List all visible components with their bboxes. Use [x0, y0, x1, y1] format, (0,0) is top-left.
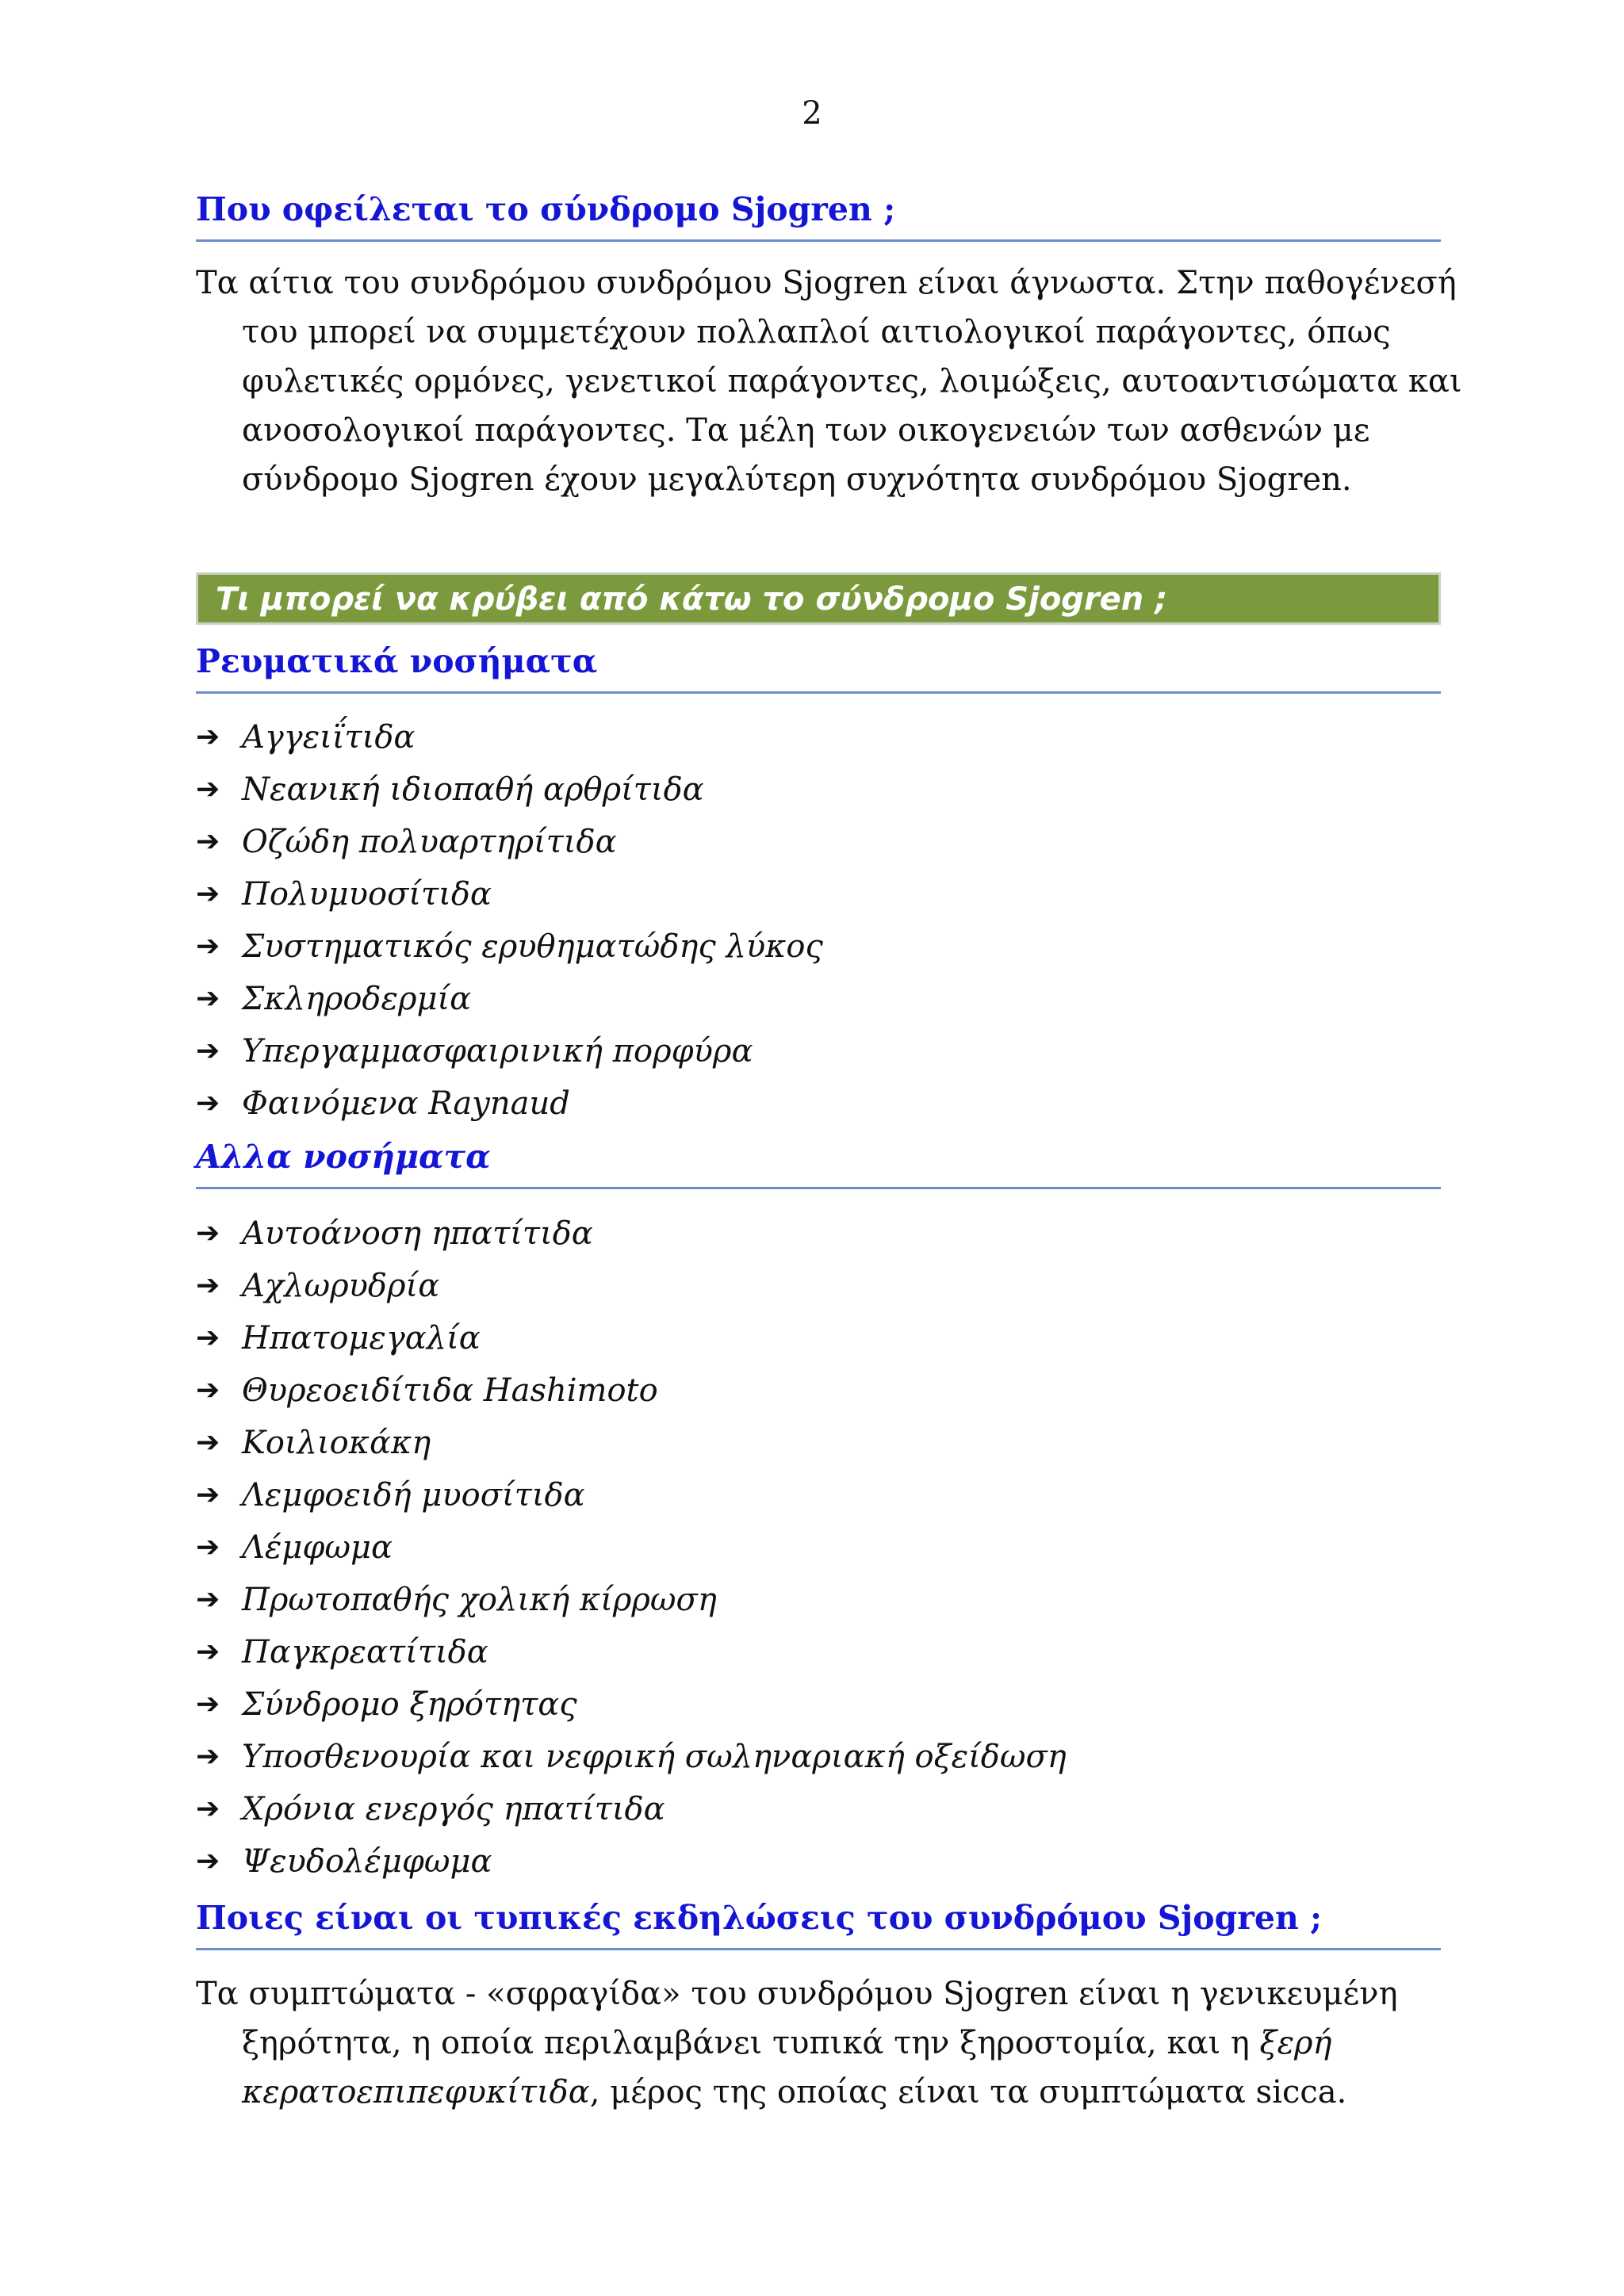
arrow-bullet-icon: ➔: [196, 721, 220, 753]
arrow-bullet-icon: ➔: [196, 1217, 220, 1249]
list-item-text: Ψευδολέμφωμα: [242, 1843, 492, 1880]
list-item: [196, 1077, 823, 1130]
arrow-bullet-icon: ➔: [196, 1269, 220, 1302]
list-item: [196, 1626, 1067, 1678]
list-item-text: Παγκρεατίτιδα: [242, 1634, 488, 1670]
arrow-bullet-icon: ➔: [196, 1322, 220, 1354]
list-item-text: Αχλωρυδρία: [242, 1268, 440, 1304]
list-item-text: Σκληροδερμία: [242, 981, 472, 1017]
list-item-text: Θυρεοειδίτιδα Hashimoto: [242, 1372, 658, 1409]
arrow-bullet-icon: ➔: [196, 878, 220, 910]
list-item: [196, 1469, 1067, 1521]
list-item-text: Πρωτοπαθής χολική κίρρωση: [242, 1582, 717, 1618]
heading-manifestations: Ποιες είναι οι τυπικές εκδηλώσεις του συνδρόμου Sjogren ;: [196, 1899, 1441, 1950]
page-number: 2: [802, 95, 822, 132]
list-item-text: Πολυμυοσίτιδα: [242, 876, 492, 913]
arrow-bullet-icon: ➔: [196, 1479, 220, 1511]
list-item-text: Ηπατομεγαλία: [242, 1320, 481, 1357]
list-item-text: Αγγειΐτιδα: [242, 719, 416, 756]
list-item-text: Σύνδρομο ξηρότητας: [242, 1686, 577, 1723]
list-item: [196, 816, 823, 868]
list-item: [196, 973, 823, 1025]
list-item-text: Χρόνια ενεργός ηπατίτιδα: [242, 1791, 665, 1827]
list-item: [196, 1731, 1067, 1783]
list-item: [196, 1260, 1067, 1312]
arrow-bullet-icon: ➔: [196, 1793, 220, 1825]
arrow-bullet-icon: ➔: [196, 1583, 220, 1616]
list-item-text: Λέμφωμα: [242, 1529, 393, 1566]
arrow-bullet-icon: ➔: [196, 1531, 220, 1563]
list-item: [196, 1025, 823, 1077]
list-item-text: Νεανική ιδιοπαθή αρθρίτιδα: [242, 771, 704, 808]
list-item: [196, 1207, 1067, 1260]
arrow-bullet-icon: ➔: [196, 982, 220, 1015]
paragraph-text-end: , μέρος της οποίας είναι τα συμπτώματα sicca.: [589, 2074, 1347, 2110]
list-item-text: Οζώδη πολυαρτηρίτιδα: [242, 824, 617, 860]
paragraph-causes: Τα αίτια του συνδρόμου συνδρόμου Sjogren είναι άγνωστα. Στην παθογένεσή του μπορεί να συμμετέχουν πολλαπλοί αιτιολογικοί παράγοντες, όπως φυλετικές ορμόνες, γενετικοί παράγοντες, λοιμώξεις, αυτοαντισώματα και ανοσολογικοί παράγοντες. Τα μέλη των οικογενειών των ασθενών με σύνδρομο Sjogren έχουν μεγαλύτερη συχνότητα συνδρόμου Sjogren.: [196, 265, 1462, 498]
list-item: [196, 1417, 1067, 1469]
heading-other: Αλλα νοσήματα: [196, 1138, 1441, 1189]
list-item: [196, 920, 823, 973]
arrow-bullet-icon: ➔: [196, 1845, 220, 1877]
heading-causes: Που οφείλεται το σύνδρομο Sjogren ;: [196, 190, 1441, 242]
arrow-bullet-icon: ➔: [196, 930, 220, 962]
arrow-bullet-icon: ➔: [196, 773, 220, 806]
arrow-bullet-icon: ➔: [196, 1426, 220, 1459]
list-item-text: Αυτοάνοση ηπατίτιδα: [242, 1215, 593, 1252]
paragraph-manifestations: [196, 1969, 1487, 2117]
list-item-text: Υπεργαμμασφαιρινική πορφύρα: [242, 1033, 753, 1070]
list-item: [196, 1678, 1067, 1731]
arrow-bullet-icon: ➔: [196, 1087, 220, 1119]
list-item-text: Λεμφοειδή μυοσίτιδα: [242, 1477, 585, 1513]
band-title: Τι μπορεί να κρύβει από κάτω το σύνδρομο Sjogren ;: [216, 581, 1168, 618]
list-rheumatic: [196, 711, 823, 1130]
arrow-bullet-icon: ➔: [196, 1374, 220, 1406]
list-item: [196, 868, 823, 920]
list-other: [196, 1207, 1067, 1888]
list-item-text: Φαινόμενα Raynaud: [242, 1085, 570, 1122]
arrow-bullet-icon: ➔: [196, 1740, 220, 1773]
heading-rheumatic: Ρευματικά νοσήματα: [196, 642, 1441, 694]
list-item: [196, 711, 823, 763]
section-band: [196, 572, 1441, 625]
paragraph-text-italic: ξερή κερατοεπιπεφυκίτιδα: [242, 2025, 1332, 2110]
arrow-bullet-icon: ➔: [196, 1688, 220, 1720]
list-item-text: Υποσθενουρία και νεφρική σωληναριακή οξείδωση: [242, 1739, 1067, 1775]
list-item: [196, 1312, 1067, 1364]
list-item: [196, 1521, 1067, 1574]
list-item: [196, 763, 823, 816]
list-item-text: Κοιλιοκάκη: [242, 1425, 431, 1461]
list-item: [196, 1364, 1067, 1417]
list-item-text: Συστηματικός ερυθηματώδης λύκος: [242, 928, 823, 965]
list-item: [196, 1574, 1067, 1626]
list-item: [196, 1783, 1067, 1835]
arrow-bullet-icon: ➔: [196, 1636, 220, 1668]
paragraph-text-start: Τα συμπτώματα - «σφραγίδα» του συνδρόμου Sjogren είναι η γενικευμένη ξηρότητα, η οποία περιλαμβάνει τυπικά την ξηροστομία, και η: [196, 1976, 1398, 2061]
arrow-bullet-icon: ➔: [196, 1035, 220, 1067]
arrow-bullet-icon: ➔: [196, 825, 220, 858]
list-item: [196, 1835, 1067, 1888]
